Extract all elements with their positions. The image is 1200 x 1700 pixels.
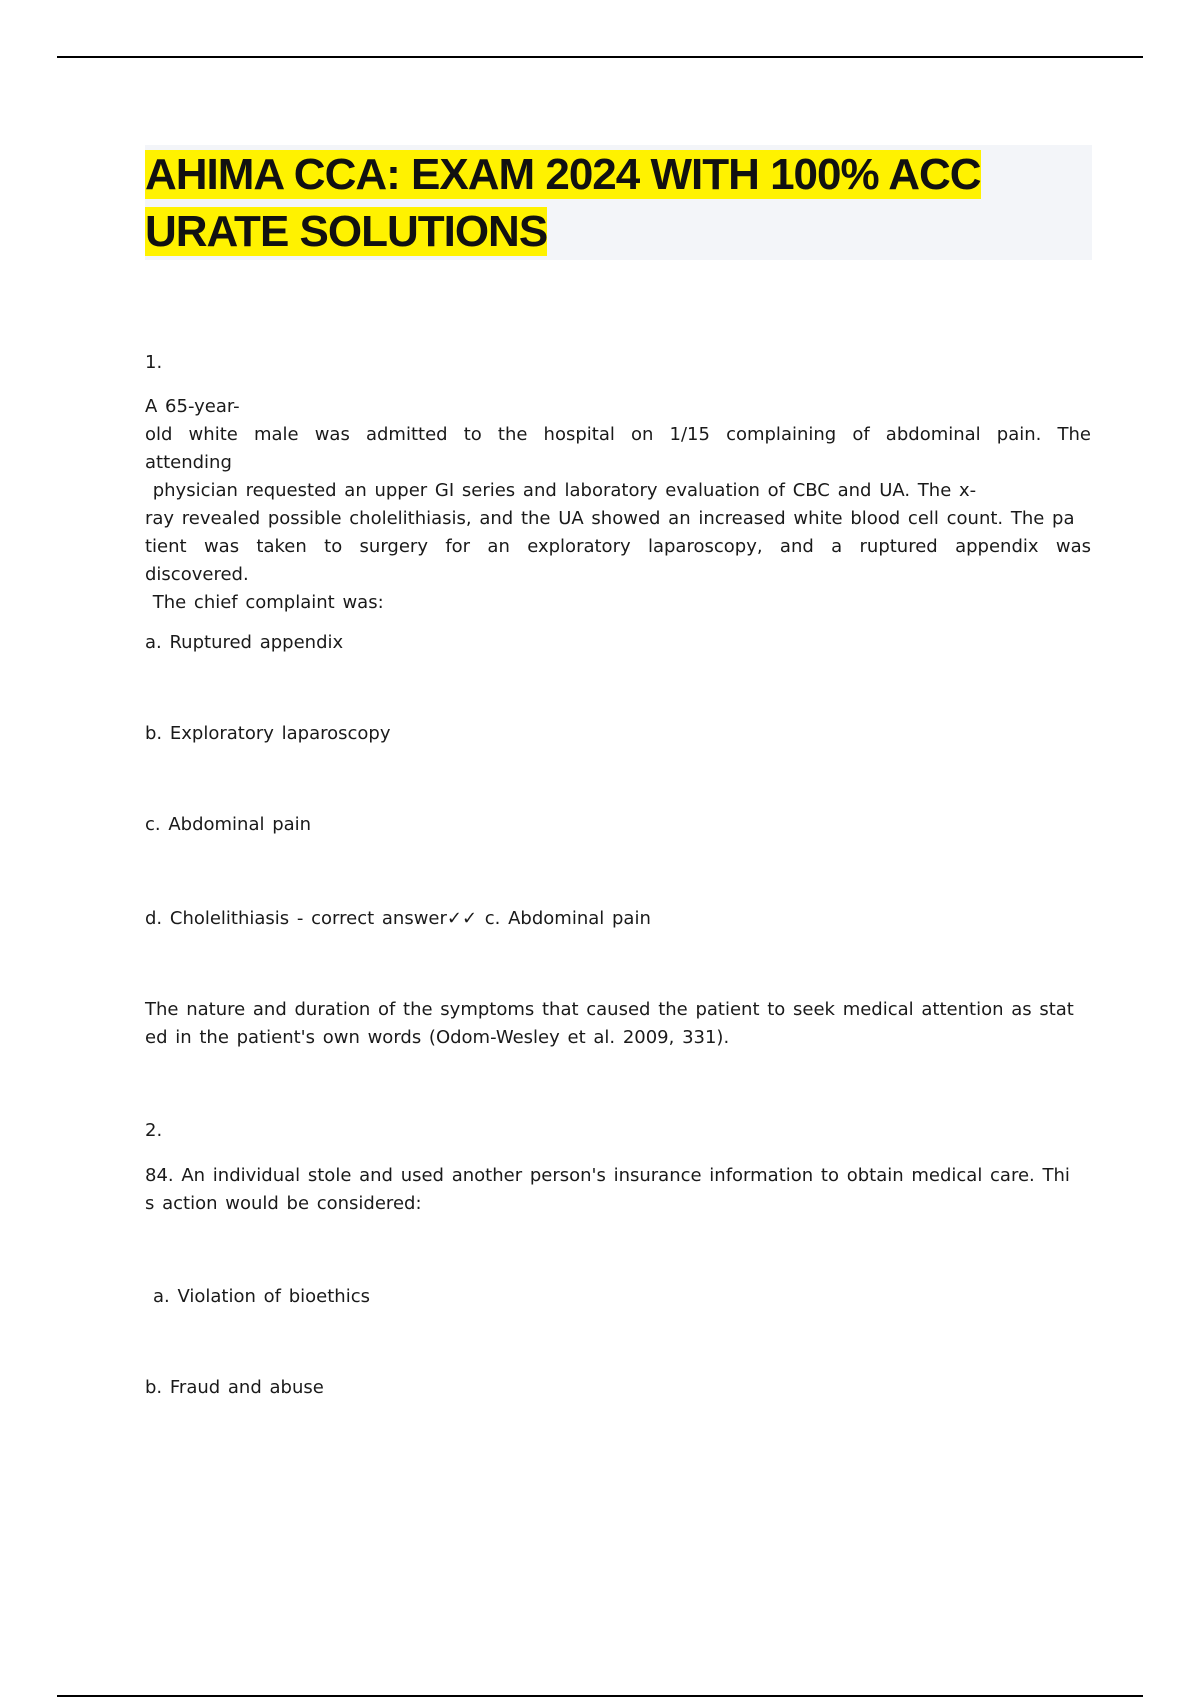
title-line-1: AHIMA CCA: EXAM 2024 WITH 100% ACC	[145, 150, 981, 199]
question-2-stem	[145, 1162, 1091, 1218]
question-1-stem-line: A 65-year-	[145, 396, 240, 417]
top-rule	[57, 56, 1143, 58]
title-line-2: URATE SOLUTIONS	[145, 207, 548, 256]
question-1-stem-line: old white male was admitted to the hospital on 1/15 complaining of abdominal pain. The attending	[145, 424, 1091, 473]
question-1-option-a: a. Ruptured appendix	[145, 632, 344, 653]
question-2-option-a: a. Violation of bioethics	[153, 1286, 370, 1307]
explanation-line: ed in the patient's own words (Odom-Wesley et al. 2009, 331).	[145, 1027, 730, 1048]
question-2-stem-line: 84. An individual stole and used another person's insurance information to obtain medical care. Thi	[145, 1165, 1070, 1186]
question-1-number: 1.	[145, 352, 163, 373]
question-1-option-d-answer: d. Cholelithiasis - correct answer✓✓ c. Abdominal pain	[145, 908, 651, 929]
document-title	[145, 146, 1085, 260]
question-2-number: 2.	[145, 1120, 163, 1141]
question-1-stem	[145, 393, 1091, 617]
question-1-stem-line: tient was taken to surgery for an exploratory laparoscopy, and a ruptured appendix was discovered.	[145, 536, 1091, 585]
explanation-line: The nature and duration of the symptoms that caused the patient to seek medical attention as stat	[145, 999, 1074, 1020]
bottom-rule	[57, 1695, 1143, 1697]
question-1-explanation	[145, 996, 1091, 1052]
question-1-stem-line: physician requested an upper GI series and laboratory evaluation of CBC and UA. The x-	[145, 480, 977, 501]
question-1-stem-line: The chief complaint was:	[145, 592, 384, 613]
question-1-option-b: b. Exploratory laparoscopy	[145, 723, 391, 744]
question-1-stem-line: ray revealed possible cholelithiasis, and the UA showed an increased white blood cell count. The pa	[145, 508, 1075, 529]
question-1-option-c: c. Abdominal pain	[145, 814, 312, 835]
question-2-stem-line: s action would be considered:	[145, 1193, 422, 1214]
question-2-option-b: b. Fraud and abuse	[145, 1377, 324, 1398]
